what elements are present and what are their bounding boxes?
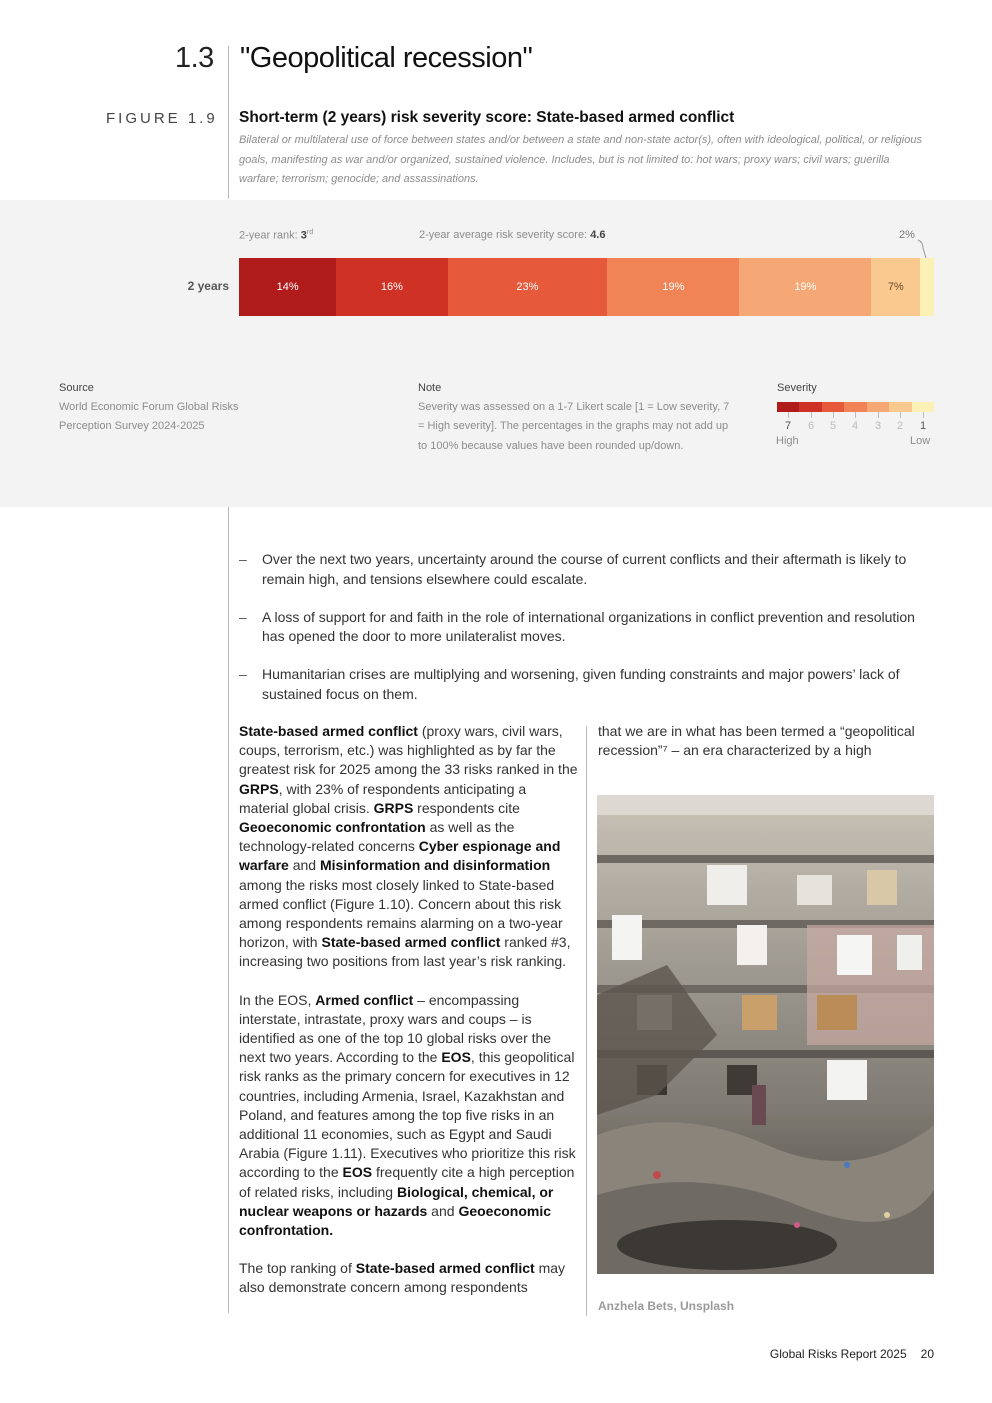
margin-rule-top	[228, 46, 229, 199]
text-run: frequently cite a high perception of related risks, including	[239, 1164, 575, 1200]
text-run: In the EOS,	[239, 991, 316, 1008]
severity-high-label: High	[776, 435, 799, 447]
bold-term: State-based armed conflict	[321, 934, 501, 951]
body-paragraph	[239, 991, 579, 1241]
severity-swatch-6	[799, 402, 821, 412]
key-point-text: Over the next two years, uncertainty around the course of current conflicts and their aftermath is likely to remain high, and tensions elsewhere could escalate.	[262, 551, 907, 587]
text-run: – encompassing interstate, intrastate, proxy wars and coups – is identified as one of the top 10 global risks over the next two years. According to the	[239, 991, 552, 1066]
severity-tick	[788, 412, 789, 418]
bold-term: EOS	[441, 1049, 471, 1066]
bar-segment-severity-6	[336, 258, 447, 316]
bar-segment-severity-3	[739, 258, 871, 316]
figure-label: FIGURE 1.9	[106, 110, 218, 127]
severity-swatch-1	[912, 402, 934, 412]
figure-description: Bilateral or multilateral use of force between states and/or between a state and non-state actor(s), often with ideological, political, or religious goals, manifesting as war and/or organized, sustained violence. Includes, but is not limited to: hot wars; proxy wars; civil wars; guerilla warfare; terrorism; genocide; and assassinations.	[239, 134, 922, 185]
bold-term: State-based armed conflict	[355, 1260, 535, 1277]
bar-segment-label: 16%	[380, 281, 403, 293]
bar-segment-label: 19%	[662, 281, 685, 293]
photo-credit: Anzhela Bets, Unsplash	[598, 1299, 735, 1313]
severity-swatch-4	[844, 402, 866, 412]
text-run: (proxy wars, civil wars, coups, terrorism, etc.) was highlighted as by far the greatest risk for 2025 among the 33 risks ranked in the	[239, 723, 578, 778]
text-run: , with 23% of respondents anticipating a material global crisis.	[239, 780, 527, 816]
note-text: Severity was assessed on a 1-7 Likert scale [1 = Low severity, 7 = High severity]. The percentages in the graphs may not add up to 100% because values have been rounded up/down.	[418, 401, 730, 452]
severity-swatch-7	[777, 402, 799, 412]
severity-tick-label: 4	[852, 420, 859, 432]
bold-term: Armed conflict	[315, 991, 414, 1008]
key-point: – Over the next two years, uncertainty around the course of current conflicts and their aftermath is likely to remain high, and tensions elsewhere could escalate.	[239, 551, 907, 587]
text-run: The top ranking of	[239, 1260, 356, 1277]
average-score-label: 2-year average risk severity score:	[419, 229, 588, 241]
key-points-list	[239, 550, 939, 723]
severity-tick	[811, 412, 812, 418]
text-run: respondents cite	[413, 799, 520, 816]
page-number: 20	[920, 1347, 934, 1361]
key-point: – Humanitarian crises are multiplying and worsening, given funding constraints and major powers’ lack of sustained focus on them.	[239, 666, 900, 702]
section-title: "Geopolitical recession"	[240, 42, 533, 74]
stacked-bar	[239, 258, 934, 316]
bar-row-label: 2 years	[187, 279, 229, 293]
figure-title: Short-term (2 years) risk severity score: State-based armed conflict	[239, 109, 735, 126]
text-run: , this geopolitical risk ranks as the primary concern for executives in 12 countries, including Armenia, Israel, Kazakhstan and Poland, and features among the top five risks in an additional 11 economies, such as Egypt and Saudi Arabia (Figure 1.11). Executives who prioritize this risk according to the	[239, 1049, 576, 1181]
segment-label-outside: 2%	[899, 229, 915, 241]
severity-scale	[777, 402, 934, 412]
bar-segment-severity-1	[920, 258, 934, 316]
bar-segment-severity-2	[871, 258, 920, 316]
text-run: among the risks most closely linked to State-based armed conflict (Figure 1.10). Concern about this risk among respondents remains alarming on a two-year horizon, with	[239, 876, 563, 951]
average-score-value: 4.6	[590, 229, 606, 241]
text-run: may also demonstrate concern among respondents	[239, 1260, 566, 1296]
body-paragraph	[239, 722, 579, 972]
rank-value: 3	[300, 229, 307, 242]
bar-segment-label: 23%	[516, 281, 539, 293]
bar-segment-label: 7%	[887, 281, 904, 293]
severity-tick	[923, 412, 924, 418]
severity-legend-title: Severity	[777, 382, 817, 394]
margin-rule-bottom	[228, 507, 229, 1313]
note-heading: Note	[418, 382, 442, 394]
severity-tick	[878, 412, 879, 418]
bar-segment-severity-4	[607, 258, 739, 316]
label-leader-line	[917, 238, 929, 260]
rank-readout	[239, 229, 313, 242]
body-paragraph	[239, 1259, 579, 1297]
source-text: World Economic Forum Global Risks Perception Survey 2024-2025	[59, 401, 239, 433]
severity-tick-label: 5	[830, 420, 837, 432]
rank-suffix: rd	[306, 229, 314, 236]
severity-tick-label: 1	[920, 420, 927, 432]
bold-term: GRPS	[239, 780, 279, 797]
average-score-readout	[419, 229, 605, 241]
severity-tick	[900, 412, 901, 418]
source-heading: Source	[59, 382, 94, 394]
text-run: ranked #3, increasing two positions from last year’s risk ranking.	[239, 934, 571, 970]
body-text-right-column: that we are in what has been termed a “geopolitical recession”⁷ – an era characterized by a high	[598, 723, 915, 759]
severity-swatch-5	[822, 402, 844, 412]
bold-term: State-based armed conflict	[239, 723, 418, 739]
severity-tick-label: 7	[785, 420, 792, 432]
damaged-building-photo	[597, 795, 934, 1274]
bold-term: Misinformation and disinformation	[319, 857, 551, 874]
bar-segment-label: 14%	[276, 281, 299, 293]
severity-tick-label: 2	[897, 420, 904, 432]
bar-segment-severity-7	[239, 258, 336, 316]
rank-label: 2-year rank:	[239, 229, 298, 242]
bold-term: Biological, chemical, or nuclear weapons or hazards	[239, 1183, 554, 1219]
severity-low-label: Low	[910, 435, 931, 447]
key-point: – A loss of support for and faith in the role of international organizations in conflict prevention and resolution has opened the door to more unilateralist moves.	[239, 608, 915, 644]
bold-term: Geoeconomic confrontation.	[239, 1202, 552, 1239]
bar-segment-severity-5	[448, 258, 608, 316]
severity-tick-label: 6	[808, 420, 815, 432]
severity-swatch-3	[867, 402, 889, 412]
text-run: and	[427, 1202, 459, 1219]
column-divider	[586, 726, 587, 1316]
severity-tick	[855, 412, 856, 418]
text-run: as well as the technology-related concerns	[239, 819, 515, 855]
page-footer	[770, 1347, 934, 1361]
key-point-text: Humanitarian crises are multiplying and worsening, given funding constraints and major powers’ lack of sustained focus on them.	[262, 666, 900, 702]
body-text-left-column	[239, 722, 579, 1317]
photo-illustration	[597, 795, 934, 1274]
bold-term: Geoeconomic confrontation	[239, 819, 426, 836]
footer-report-title: Global Risks Report 2025	[769, 1347, 907, 1361]
key-point-text: A loss of support for and faith in the role of international organizations in conflict prevention and resolution has opened the door to more unilateralist moves.	[262, 608, 915, 644]
bold-term: Cyber espionage and warfare	[239, 838, 561, 874]
severity-tick-label: 3	[875, 420, 882, 432]
severity-swatch-2	[889, 402, 911, 412]
severity-tick	[833, 412, 834, 418]
bold-term: GRPS	[373, 799, 414, 816]
chart-panel	[0, 200, 992, 507]
bar-segment-label: 19%	[794, 281, 817, 293]
bold-term: EOS	[342, 1164, 373, 1181]
section-number: 1.3	[175, 42, 214, 74]
text-run: and	[288, 857, 320, 874]
